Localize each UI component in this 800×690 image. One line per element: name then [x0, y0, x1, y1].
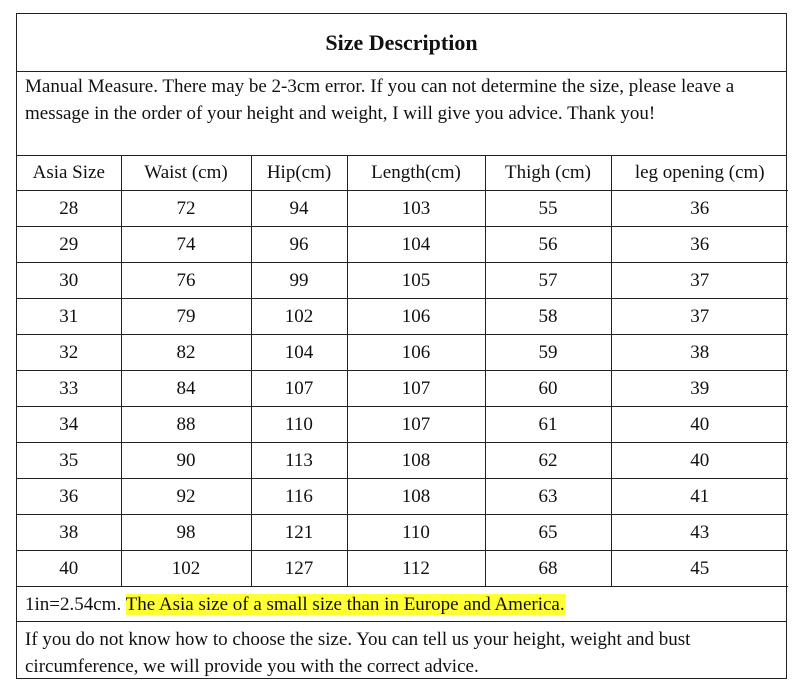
cell-hip: 104: [251, 335, 347, 371]
cell-hip: 102: [251, 299, 347, 335]
cell-asia-size: 38: [17, 515, 121, 551]
cell-hip: 110: [251, 407, 347, 443]
cell-leg-opening: 45: [611, 551, 788, 587]
cell-thigh: 58: [485, 299, 611, 335]
cell-thigh: 65: [485, 515, 611, 551]
cell-waist: 82: [121, 335, 251, 371]
size-chart-sheet: [16, 13, 787, 679]
cell-leg-opening: 38: [611, 335, 788, 371]
cell-hip: 107: [251, 371, 347, 407]
cell-length: 106: [347, 335, 485, 371]
conversion-row: [17, 587, 786, 622]
cell-length: 112: [347, 551, 485, 587]
cell-hip: 127: [251, 551, 347, 587]
cell-asia-size: 30: [17, 263, 121, 299]
asia-size-highlight-note: The Asia size of a small size than in Europe and America.: [125, 594, 565, 615]
table-row: [17, 371, 788, 407]
cell-leg-opening: 37: [611, 299, 788, 335]
table-row: [17, 407, 788, 443]
col-header-asia-size: Asia Size: [17, 156, 121, 191]
cell-waist: 102: [121, 551, 251, 587]
cell-hip: 99: [251, 263, 347, 299]
cell-length: 110: [347, 515, 485, 551]
cell-asia-size: 28: [17, 191, 121, 227]
table-row: [17, 479, 788, 515]
table-row: [17, 551, 788, 587]
size-advice-note: If you do not know how to choose the size. You can tell us your height, weight and bust circumference, we will provide you with the correct advice.: [25, 629, 691, 677]
table-row: [17, 227, 788, 263]
cell-leg-opening: 39: [611, 371, 788, 407]
cell-asia-size: 33: [17, 371, 121, 407]
cell-waist: 92: [121, 479, 251, 515]
size-table: [17, 156, 788, 587]
cell-hip: 116: [251, 479, 347, 515]
cell-waist: 72: [121, 191, 251, 227]
cell-asia-size: 34: [17, 407, 121, 443]
cell-length: 107: [347, 371, 485, 407]
cell-thigh: 57: [485, 263, 611, 299]
cell-thigh: 56: [485, 227, 611, 263]
table-row: [17, 515, 788, 551]
col-header-leg-opening: leg opening (cm): [611, 156, 788, 191]
cell-thigh: 59: [485, 335, 611, 371]
cell-asia-size: 35: [17, 443, 121, 479]
cell-leg-opening: 41: [611, 479, 788, 515]
col-header-thigh: Thigh (cm): [485, 156, 611, 191]
table-row: [17, 335, 788, 371]
cell-asia-size: 40: [17, 551, 121, 587]
cell-asia-size: 36: [17, 479, 121, 515]
cell-leg-opening: 40: [611, 407, 788, 443]
cell-length: 105: [347, 263, 485, 299]
cell-hip: 94: [251, 191, 347, 227]
table-header-row: [17, 156, 788, 191]
cell-leg-opening: 36: [611, 227, 788, 263]
table-row: [17, 191, 788, 227]
cell-thigh: 62: [485, 443, 611, 479]
cell-thigh: 63: [485, 479, 611, 515]
unit-conversion-text: 1in=2.54cm.: [25, 594, 122, 615]
table-row: [17, 263, 788, 299]
col-header-waist: Waist (cm): [121, 156, 251, 191]
size-chart-title: Size Description: [17, 14, 786, 72]
cell-asia-size: 29: [17, 227, 121, 263]
col-header-length: Length(cm): [347, 156, 485, 191]
cell-waist: 84: [121, 371, 251, 407]
cell-leg-opening: 40: [611, 443, 788, 479]
cell-leg-opening: 37: [611, 263, 788, 299]
cell-waist: 79: [121, 299, 251, 335]
cell-length: 108: [347, 443, 485, 479]
cell-asia-size: 32: [17, 335, 121, 371]
cell-thigh: 60: [485, 371, 611, 407]
cell-waist: 88: [121, 407, 251, 443]
cell-leg-opening: 43: [611, 515, 788, 551]
cell-thigh: 55: [485, 191, 611, 227]
cell-length: 103: [347, 191, 485, 227]
cell-leg-opening: 36: [611, 191, 788, 227]
table-row: [17, 443, 788, 479]
col-header-hip: Hip(cm): [251, 156, 347, 191]
cell-thigh: 61: [485, 407, 611, 443]
cell-length: 106: [347, 299, 485, 335]
cell-waist: 74: [121, 227, 251, 263]
cell-length: 104: [347, 227, 485, 263]
cell-length: 107: [347, 407, 485, 443]
cell-hip: 113: [251, 443, 347, 479]
cell-hip: 121: [251, 515, 347, 551]
cell-waist: 76: [121, 263, 251, 299]
cell-length: 108: [347, 479, 485, 515]
measure-note: Manual Measure. There may be 2-3cm error. If you can not determine the size, please leave a message in the order of your height and weight, I will give you advice. Thank you!: [17, 72, 786, 156]
cell-hip: 96: [251, 227, 347, 263]
cell-waist: 98: [121, 515, 251, 551]
cell-waist: 90: [121, 443, 251, 479]
table-row: [17, 299, 788, 335]
cell-thigh: 68: [485, 551, 611, 587]
cell-asia-size: 31: [17, 299, 121, 335]
